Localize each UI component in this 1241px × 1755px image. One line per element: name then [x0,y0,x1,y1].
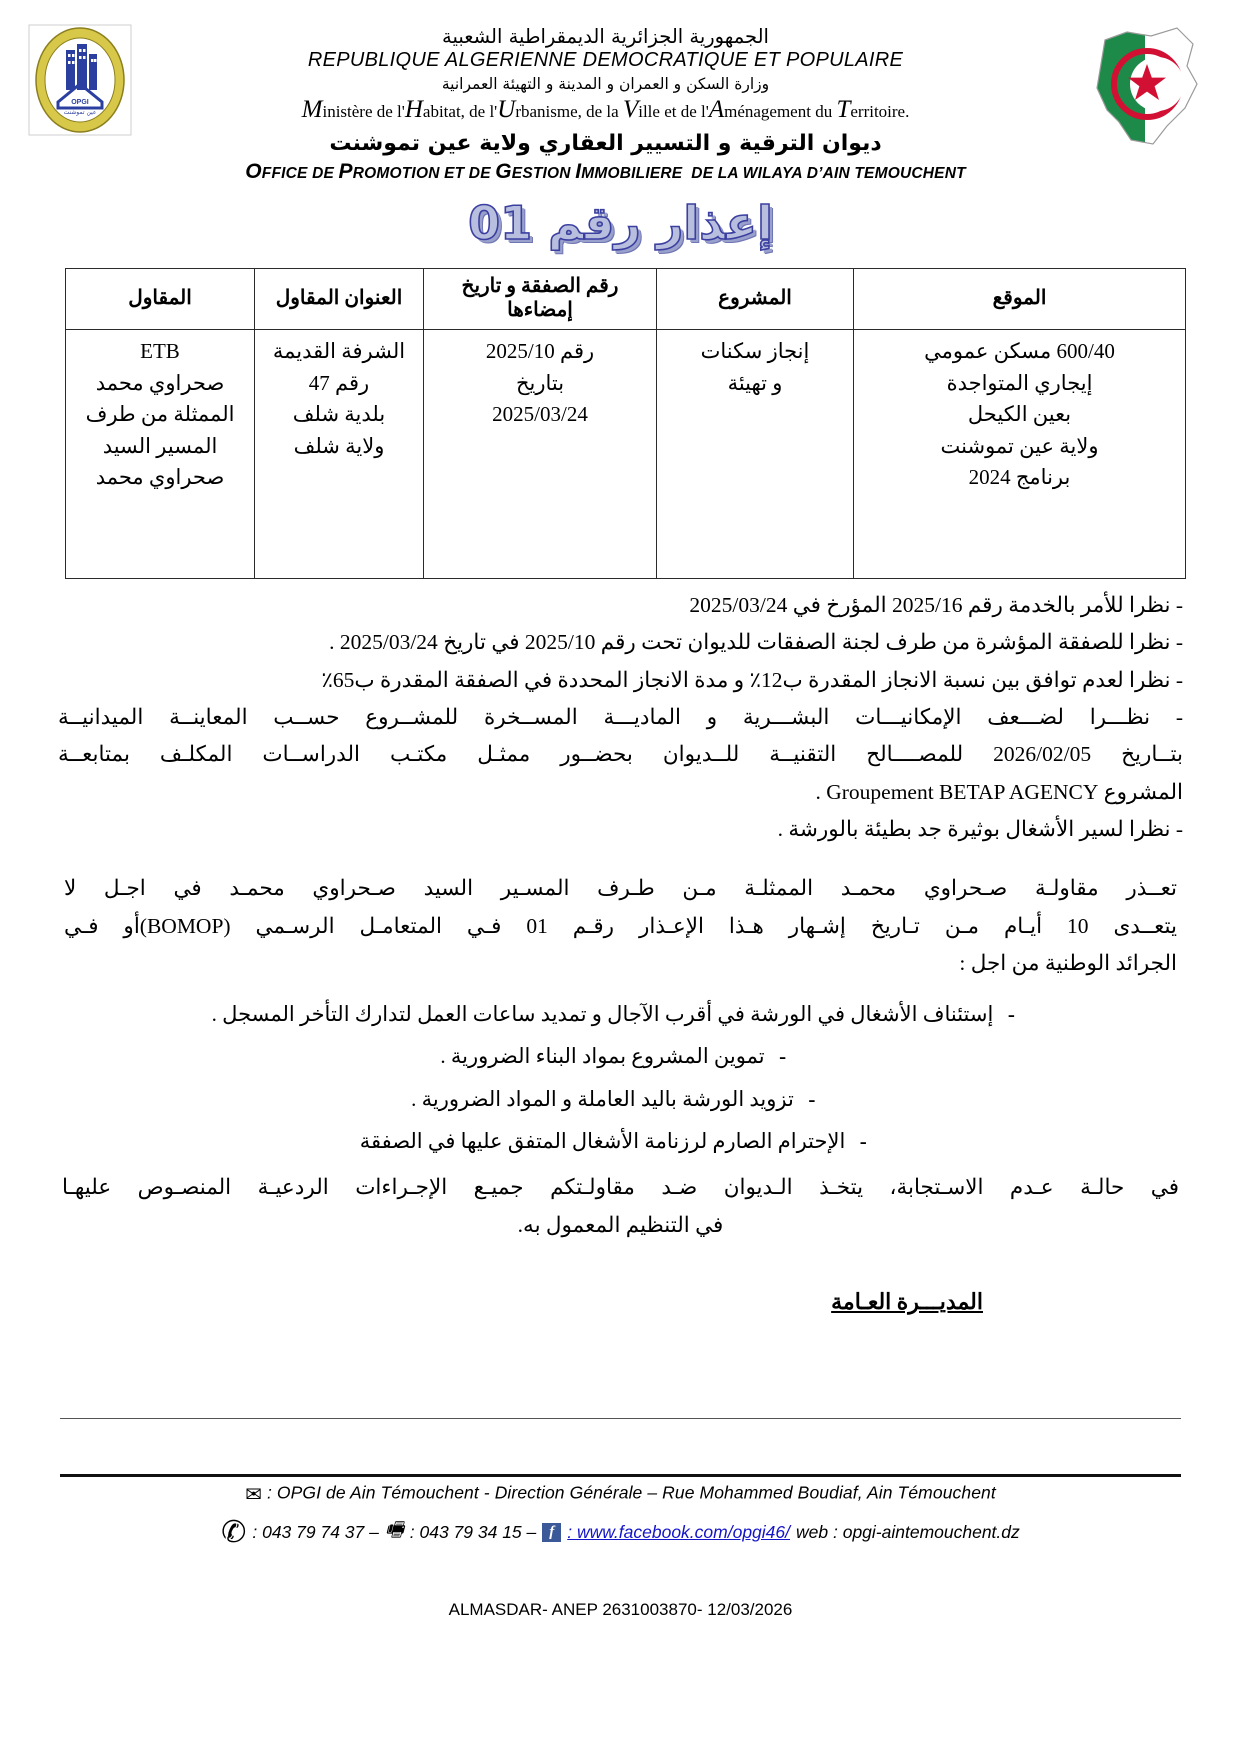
header-republic-fr: REPUBLIQUE ALGERIENNE DEMOCRATIQUE ET POPULAIRE [307,48,904,71]
page-title: إعذار رقم 01 [468,196,773,250]
bullet-marker: - [808,1086,816,1111]
list-item [58,1129,1183,1154]
bullet-marker: - [1007,1002,1015,1027]
cell-line: بتاريخ [515,370,565,395]
col-header-project: المشروع [657,269,854,330]
phone-icon: ✆ [221,1515,247,1550]
document-header [0,0,1241,196]
algeria-flag-map [1081,22,1209,150]
cell-line: ولاية شلف [293,433,385,458]
info-table [65,268,1186,579]
document-body [58,589,1183,1315]
header-office-ar: ديوان الترقية و التسيير العقاري ولاية عين تموشنت [329,130,882,156]
main-paragraph-line-3: الجرائد الوطنية من اجل : [959,950,1177,975]
reason-line-4: - نظـــرا لضـــعف الإمكانيـــات البشـــرية و الماديـــة المســخرة للمشــروع حســب المعاينــة الميدانيــة [58,704,1183,729]
cell-location [854,330,1186,579]
cell-line: 2025/03/24 [492,402,588,426]
cell-line: و تهيئة [727,370,783,395]
cell-line: صحراوي محمد [95,465,225,489]
facebook-icon: f [542,1523,561,1542]
cell-line: الممثلة من طرف [85,402,235,426]
main-paragraph-line-1: تعــذر مقاولـة صـحراوي محمـد الممثلـة مـن طـرف المسـير السيد صـحراوي محمـد في اجـل لا [64,876,1177,901]
cell-contract-number-date [424,330,657,579]
cell-line: ETB [140,339,180,363]
cell-line: الشرفة القديمة [272,339,406,363]
document-footer [0,1482,1241,1549]
cell-line: بعين الكيحل [967,402,1072,426]
cell-line: برنامج 2024 [968,465,1071,489]
list-item-label: تزويد الورشة باليد العاملة و المواد الضرورية . [411,1086,794,1111]
closing-line-2: في التنظيم المعمول به. [517,1213,724,1238]
list-item [58,1002,1183,1027]
cell-line: صحراوي محمد [95,370,225,395]
cell-contractor [66,330,255,579]
header-text-block [150,26,1061,184]
closing-line-1: في حالـة عـدم الاسـتجابة، يتخـذ الـديوان ضـد مقاولـتكم جميـع الإجـراءات الردعيـة المنصـوص عليهـا [62,1174,1179,1199]
cell-line: إنجاز سكنات [700,339,810,363]
list-item-label: تموين المشروع بمواد البناء الضرورية . [440,1044,765,1069]
cell-project [657,330,854,579]
facebook-link[interactable]: : www.facebook.com/opgi46/ [567,1521,791,1542]
anep-reference: ALMASDAR- ANEP 2631003870- 12/03/2026 [448,1600,793,1619]
opgi-logo [28,24,132,136]
col-header-location: الموقع [854,269,1186,330]
cell-line: ولاية عين تموشنت [940,433,1099,458]
header-republic-ar: الجمهورية الجزائرية الديمقراطية الشعبية [442,25,769,48]
header-ministry-ar: وزارة السكن و العمران و المدينة و التهيئة العمرانية [441,75,770,94]
footer-phone-text: : 043 79 74 37 – [252,1521,379,1542]
col-header-contractor: المقاول [66,269,255,330]
footer-web-text: web : opgi-aintemouchent.dz [796,1521,1020,1542]
col-header-contractor-address: العنوان المقاول [255,269,424,330]
cell-line: رقم 2025/10 [485,339,595,363]
bullet-marker: - [859,1128,867,1153]
cell-contractor-address [255,330,424,579]
header-office-fr: OFFICE DE PROMOTION ET DE GESTION IMMOBILIERE DE LA WILAYA D’AIN TEMOUCHENT [245,160,966,184]
reason-line-3: - نظرا لعدم توافق بين نسبة الانجاز المقدرة ب12٪ و مدة الانجاز المحددة في الصفقة المقدرة ب65٪ [321,667,1183,692]
footer-divider-thin [60,1418,1181,1419]
col-header-contract-number-date: رقم الصفقة و تاريخ إمضاءها [424,269,657,330]
cell-line: رقم 47 [308,370,370,395]
cell-line: إيجاري المتواجدة [946,370,1093,395]
reason-line-5: بتــاريخ 2026/02/05 للمصــــالح التقنيــة للــديوان بحضــور ممثـل مكتـب الدراســات المكلـف بمتابعــة [58,742,1183,767]
table-row [66,330,1186,579]
requirements-list [58,1002,1183,1154]
reason-line-2: - نظرا للصفقة المؤشرة من طرف لجنة الصفقات للديوان تحت رقم 2025/10 في تاريخ 2025/03/24 . [329,630,1183,655]
footer-divider-thick [60,1474,1181,1477]
cell-line: 600/40 مسكن عمومي [924,339,1115,363]
footer-address-line [0,1482,1241,1506]
cell-line: المسير السيد [102,433,218,458]
page-title-wrap [0,198,1241,260]
info-table-wrap [55,268,1186,579]
header-ministry-fr: Ministère de l'Habitat, de l'Urbanisme, de la Ville et de l'Aménagement du Territoire. [301,95,910,123]
table-header-row [66,269,1186,330]
signature-block: المديـــرة العـامة [831,1289,983,1315]
svg-text:عين تموشنت: عين تموشنت [63,109,97,116]
reason-line-6: المشروع Groupement BETAP AGENCY . [815,779,1183,804]
cell-line: بلدية شلف [292,402,386,426]
list-item-label: إستئناف الأشغال في الورشة في أقرب الآجال و تمديد ساعات العمل لتدارك التأخر المسجل . [211,1002,994,1027]
list-item [58,1087,1183,1112]
mail-icon: ✉ [245,1482,263,1506]
svg-text:OPGI: OPGI [71,99,89,106]
main-paragraph [58,872,1183,980]
reason-line-1: - نظرا للأمر بالخدمة رقم 2025/16 المؤرخ في 2025/03/24 [689,593,1183,617]
reason-line-7: - نظرا لسير الأشغال بوثيرة جد بطيئة بالورشة . [777,816,1183,841]
closing-paragraph [58,1171,1183,1243]
list-item [58,1044,1183,1069]
main-paragraph-line-2: يتعــدى 10 أيـام مـن تـاريخ إشـهار هـذا الإعـذار رقـم 01 فـي المتعامـل الرسـمي (BOMOP)أو فـي [64,913,1178,938]
bullet-marker: - [779,1044,787,1069]
footer-fax-text: : 043 79 34 15 – [409,1521,537,1542]
fax-icon: 🖷 [384,1517,404,1541]
list-item-label: الإحترام الصارم لرزنامة الأشغال المتفق عليها في الصفقة [359,1128,846,1153]
footer-contact-line [0,1515,1241,1549]
footer-address-text: : OPGI de Ain Témouchent - Direction Générale – Rue Mohammed Boudiaf, Ain Témouchent [266,1482,996,1503]
